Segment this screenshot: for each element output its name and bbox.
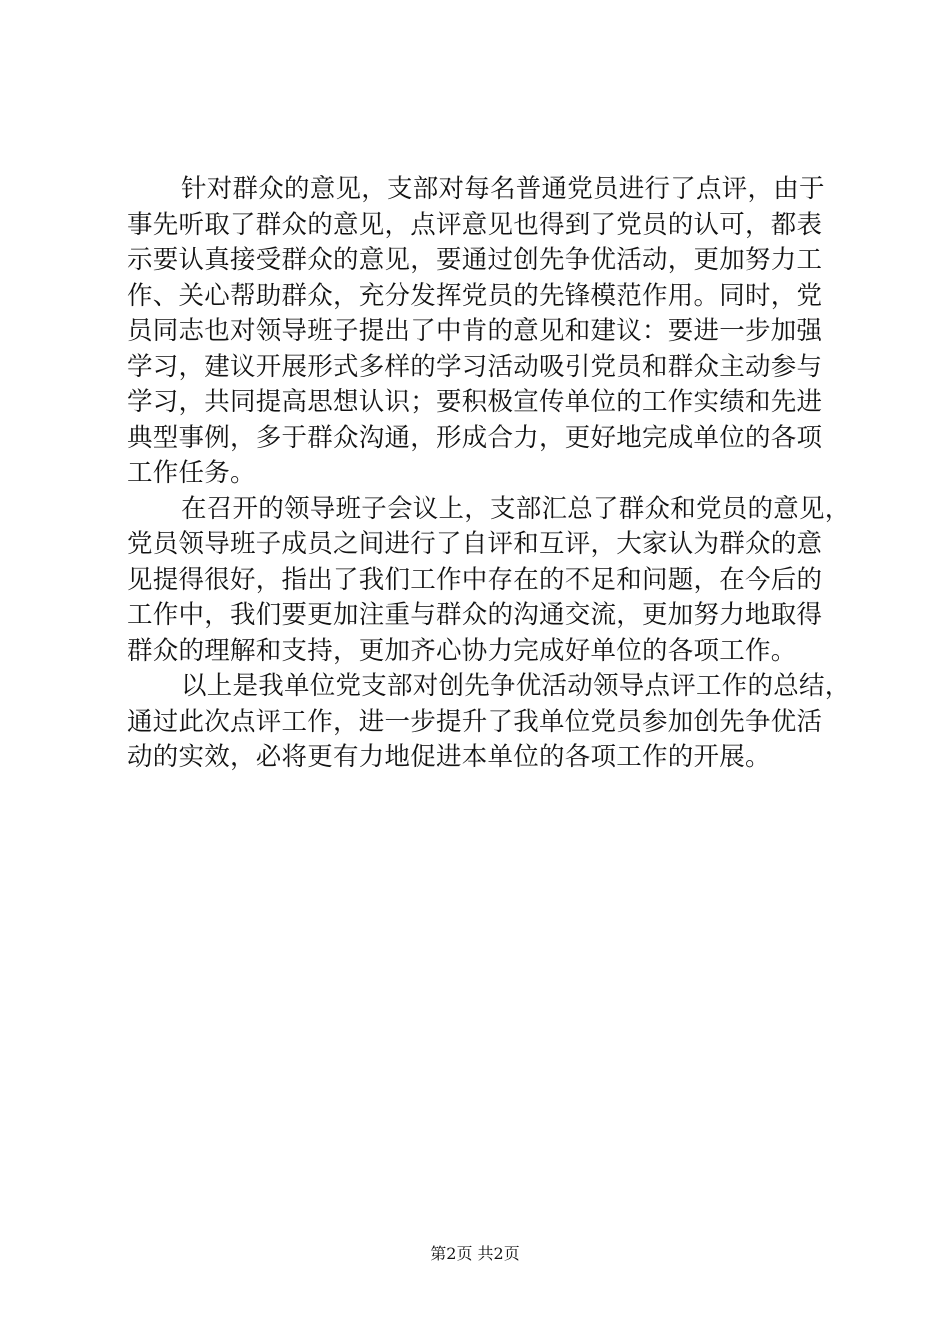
paragraph-2-line-1: 在召开的领导班子会议上，支部汇总了群众和党员的意见， (181, 493, 851, 524)
paragraph-2-line-4: 工作中，我们要更加注重与群众的沟通交流，更加努力地取得 (127, 600, 823, 630)
paragraph-1-line-1: 针对群众的意见，支部对每名普通党员进行了点评，由于 (181, 174, 825, 204)
paragraph-1-line-9: 工作任务。 (127, 458, 256, 488)
paragraph-1-line-8: 典型事例，多于群众沟通，形成合力，更好地完成单位的各项 (127, 422, 823, 453)
paragraph-1-line-6: 学习，建议开展形式多样的学习活动吸引党员和群众主动参与 (127, 351, 823, 382)
page-number-footer: 第2页 共2页 (430, 1244, 520, 1263)
document-body (127, 172, 851, 776)
paragraph-2-line-2: 党员领导班子成员之间进行了自评和互评，大家认为群众的意 (127, 529, 823, 559)
paragraph-1-line-5: 员同志也对领导班子提出了中肯的意见和建议：要进一步加强 (127, 316, 823, 346)
paragraph-2-line-5: 群众的理解和支持，更加齐心协力完成好单位的各项工作。 (127, 635, 797, 666)
paragraph-1-line-4: 作、关心帮助群众，充分发挥党员的先锋模范作用。同时，党 (127, 280, 823, 311)
paragraph-1-line-3: 示要认真接受群众的意见，要通过创先争优活动，更加努力工 (127, 245, 823, 275)
paragraph-1-line-7: 学习，共同提高思想认识；要积极宣传单位的工作实绩和先进 (127, 387, 823, 417)
paragraph-2-line-3: 见提得很好，指出了我们工作中存在的不足和问题，在今后的 (127, 564, 823, 595)
paragraph-3-line-2: 通过此次点评工作，进一步提升了我单位党员参加创先争优活 (127, 706, 823, 737)
paragraph-3-line-3: 动的实效，必将更有力地促进本单位的各项工作的开展。 (127, 742, 771, 772)
paragraph-3-line-1: 以上是我单位党支部对创先争优活动领导点评工作的总结， (181, 671, 851, 701)
paragraph-1-line-2: 事先听取了群众的意见，点评意见也得到了党员的认可，都表 (127, 209, 823, 240)
